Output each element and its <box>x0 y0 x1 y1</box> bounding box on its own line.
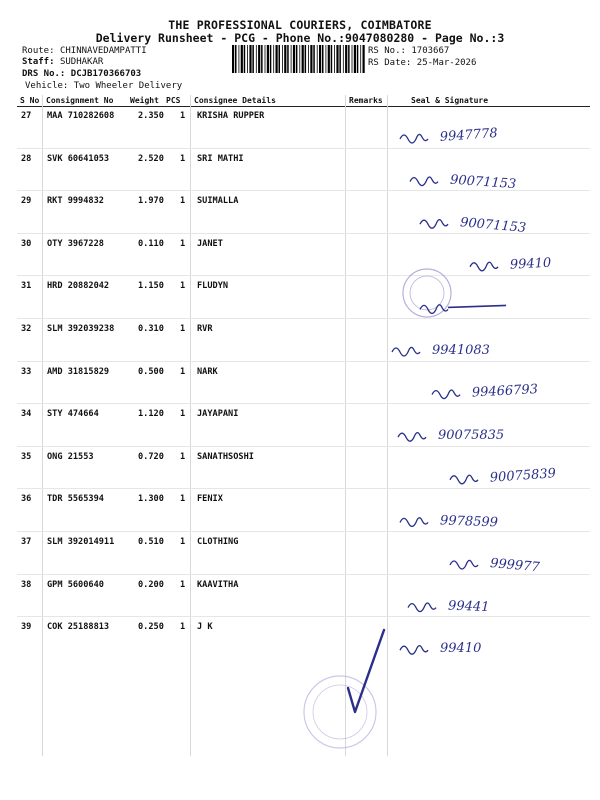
weight-cell: 0.250 <box>138 622 164 633</box>
barcode-bar <box>302 45 304 73</box>
barcode-bar <box>345 45 347 73</box>
signature-number: 99466793 <box>471 382 539 401</box>
signature-scribble <box>450 475 478 484</box>
signature-scribble <box>420 220 448 229</box>
barcode-bar <box>336 45 338 73</box>
barcode-bar <box>339 45 341 73</box>
signature-number: 9941083 <box>432 343 490 358</box>
barcode-bar <box>276 45 278 73</box>
consignment-cell: ONG 21553 <box>47 451 94 462</box>
weight-cell: 0.110 <box>138 238 164 249</box>
consignment-cell: COK 25188813 <box>47 622 110 633</box>
col-weight-header: Weight <box>130 96 159 105</box>
col-remarks-header: Remarks <box>349 96 383 105</box>
barcode-bar <box>258 45 260 73</box>
row-divider <box>17 531 590 532</box>
rs-date-label: RS Date: <box>368 58 412 68</box>
barcode-bar <box>244 45 246 73</box>
rs-no-line <box>368 46 449 56</box>
signature-number: 90071153 <box>449 172 517 193</box>
consignment-cell: SVK 60641053 <box>47 153 110 164</box>
consignee-cell: KAAVITHA <box>197 579 239 590</box>
signature-scribble <box>398 433 426 442</box>
barcode-bar <box>299 45 300 73</box>
barcode-bar <box>354 45 356 73</box>
barcode-bar <box>328 45 330 73</box>
pcs-cell: 1 <box>180 324 186 334</box>
row-divider <box>17 233 590 234</box>
sno-cell: 38 <box>21 579 32 590</box>
signature-number: 90075839 <box>489 466 557 486</box>
weight-cell: 1.150 <box>138 281 164 292</box>
sno-cell: 32 <box>21 324 32 334</box>
col-sno-header: S No <box>20 96 40 105</box>
row-divider <box>17 361 590 362</box>
barcode-bar <box>313 45 315 73</box>
consignee-cell: FLUDYN <box>197 281 229 292</box>
barcode-bar <box>232 45 234 73</box>
col-consignment-header: Consignment No <box>46 96 114 105</box>
staff-line <box>22 57 103 67</box>
sno-cell: 33 <box>21 366 32 377</box>
barcode-bar <box>360 45 361 73</box>
column-divider <box>345 95 346 756</box>
barcode-bar <box>326 45 327 73</box>
signature-scribble <box>450 560 478 569</box>
weight-cell: 1.970 <box>138 196 164 207</box>
staff-value: SUDHAKAR <box>59 57 104 67</box>
weight-cell: 2.520 <box>138 153 164 164</box>
runsheet-subtitle: Delivery Runsheet - PCG - Phone No.:9047080280 - Page No.:3 <box>95 31 505 45</box>
column-divider <box>190 95 191 756</box>
pcs-cell: 1 <box>180 281 186 292</box>
row-divider <box>17 275 590 276</box>
weight-cell: 0.500 <box>138 366 164 377</box>
consignment-cell: MAA 710282608 <box>47 111 115 121</box>
column-divider <box>387 95 388 756</box>
barcode-bar <box>317 45 318 73</box>
sno-cell: 30 <box>21 238 32 249</box>
barcode-bar <box>293 45 295 73</box>
sno-cell: 35 <box>21 451 32 462</box>
pcs-cell: 1 <box>180 238 186 249</box>
consignment-cell: GPM 5600640 <box>47 579 104 590</box>
pcs-cell: 1 <box>180 111 186 121</box>
signature-scribble <box>400 518 428 527</box>
consignee-cell: FENIX <box>197 494 223 505</box>
barcode-bar <box>305 45 307 73</box>
consignment-cell: STY 474664 <box>47 409 99 420</box>
weight-cell: 0.510 <box>138 537 164 547</box>
sno-cell: 36 <box>21 494 32 505</box>
drs-value: DCJB170366703 <box>70 69 142 79</box>
consignment-cell: SLM 392014911 <box>47 537 115 547</box>
barcode-bar <box>296 45 298 73</box>
signature-number: 9978599 <box>439 513 499 531</box>
consignee-cell: JANET <box>197 238 223 249</box>
barcode-bar <box>357 45 359 73</box>
sno-cell: 34 <box>21 409 32 420</box>
consignment-cell: RKT 9994832 <box>47 196 104 207</box>
row-divider <box>17 190 590 191</box>
seal-stamp-icon <box>304 676 376 748</box>
signature-scribble <box>410 177 438 186</box>
vehicle-value: Two Wheeler Delivery <box>73 81 183 91</box>
col-pcs-header: PCS <box>166 96 181 105</box>
col-consignee-header: Consignee Details <box>194 96 276 105</box>
barcode-bar <box>331 45 333 73</box>
barcode-bar <box>334 45 335 73</box>
barcode-bar <box>249 45 251 73</box>
barcode-bar <box>343 45 344 73</box>
row-divider <box>17 148 590 149</box>
barcode-bar <box>282 45 283 73</box>
sno-cell: 29 <box>21 196 32 207</box>
barcode-bar <box>291 45 292 73</box>
barcode-bar <box>247 45 248 73</box>
consignment-cell: TDR 5565394 <box>47 494 104 505</box>
row-divider <box>17 446 590 447</box>
drs-label: DRS No.: <box>22 69 66 79</box>
pcs-cell: 1 <box>180 622 186 633</box>
consignee-cell: NARK <box>197 366 218 377</box>
route-label: Route: <box>22 46 55 56</box>
row-divider <box>17 403 590 404</box>
barcode-bar <box>256 45 257 73</box>
signature-line <box>448 305 506 307</box>
signature-scribble <box>432 390 460 399</box>
sno-cell: 27 <box>21 111 32 121</box>
barcode-bar <box>270 45 272 73</box>
signature-number: 90075835 <box>438 428 505 444</box>
route-line <box>22 46 147 56</box>
consignment-cell: HRD 20882042 <box>47 281 110 292</box>
signature-scribble <box>392 347 420 356</box>
barcode-bar <box>363 45 365 73</box>
consignee-cell: SUIMALLA <box>197 196 239 207</box>
sno-cell: 28 <box>21 153 32 164</box>
barcode-bar <box>308 45 309 73</box>
col-seal-header: Seal & Signature <box>411 96 489 105</box>
signature-scribble <box>400 134 428 143</box>
drs-line <box>22 69 141 79</box>
barcode-icon <box>232 45 365 73</box>
pcs-cell: 1 <box>180 366 186 377</box>
sno-cell: 37 <box>21 537 32 547</box>
row-divider <box>17 488 590 489</box>
sno-cell: 31 <box>21 281 32 292</box>
barcode-bar <box>265 45 266 73</box>
signature-scribble <box>408 603 436 612</box>
barcode-bar <box>261 45 263 73</box>
barcode-bar <box>284 45 286 73</box>
header-rule <box>17 106 590 107</box>
consignee-cell: CLOTHING <box>197 537 239 547</box>
signature-scribble <box>400 646 428 655</box>
weight-cell: 1.300 <box>138 494 164 505</box>
barcode-bar <box>279 45 281 73</box>
pcs-cell: 1 <box>180 537 186 547</box>
signature-scribble <box>420 305 448 314</box>
barcode-bar <box>235 45 237 73</box>
signature-number: 9947778 <box>439 125 499 145</box>
barcode-bar <box>241 45 243 73</box>
vehicle-line <box>25 81 182 91</box>
company-title: THE PROFESSIONAL COURIERS, COIMBATORE <box>168 18 432 32</box>
signature-number: 99410 <box>509 255 552 273</box>
signature-number: 99410 <box>440 641 482 657</box>
weight-cell: 1.120 <box>138 409 164 420</box>
row-divider <box>17 318 590 319</box>
consignee-cell: RVR <box>197 324 213 334</box>
barcode-bar <box>239 45 240 73</box>
route-value: CHINNAVEDAMPATTI <box>59 46 147 56</box>
signature-number: 99441 <box>447 598 490 616</box>
barcode-bar <box>352 45 353 73</box>
consignee-cell: SRI MATHI <box>197 153 244 164</box>
row-divider <box>17 574 590 575</box>
barcode-bar <box>273 45 274 73</box>
signature-number: 90071153 <box>459 215 527 236</box>
barcode-bar <box>319 45 321 73</box>
rs-no-label: RS No.: <box>368 46 406 56</box>
column-divider <box>42 95 43 756</box>
consignment-cell: OTY 3967228 <box>47 238 104 249</box>
staff-label: Staff: <box>22 57 55 67</box>
rs-date-line <box>368 58 476 68</box>
row-divider <box>17 616 590 617</box>
pcs-cell: 1 <box>180 494 186 505</box>
pcs-cell: 1 <box>180 409 186 420</box>
sno-cell: 39 <box>21 622 32 633</box>
consignee-cell: JAYAPANI <box>197 409 239 420</box>
consignee-cell: KRISHA RUPPER <box>197 111 265 121</box>
rs-date-value: 25-Mar-2026 <box>416 58 477 68</box>
weight-cell: 0.200 <box>138 579 164 590</box>
barcode-bar <box>287 45 289 73</box>
pcs-cell: 1 <box>180 196 186 207</box>
consignee-cell: SANATHSOSHI <box>197 451 254 462</box>
check-mark-icon <box>348 630 384 712</box>
weight-cell: 2.350 <box>138 111 164 121</box>
pcs-cell: 1 <box>180 153 186 164</box>
pcs-cell: 1 <box>180 451 186 462</box>
consignment-cell: AMD 31815829 <box>47 366 110 377</box>
barcode-bar <box>267 45 269 73</box>
weight-cell: 0.720 <box>138 451 164 462</box>
barcode-bar <box>310 45 312 73</box>
signature-number: 999977 <box>489 556 541 576</box>
signature-scribble <box>470 262 498 271</box>
pcs-cell: 1 <box>180 579 186 590</box>
weight-cell: 0.310 <box>138 324 164 334</box>
consignee-cell: J K <box>197 622 213 633</box>
consignment-cell: SLM 392039238 <box>47 324 115 334</box>
vehicle-label: Vehicle: <box>25 81 69 91</box>
barcode-bar <box>252 45 254 73</box>
barcode-bar <box>322 45 324 73</box>
rs-no-value: 1703667 <box>411 46 450 56</box>
barcode-bar <box>348 45 350 73</box>
